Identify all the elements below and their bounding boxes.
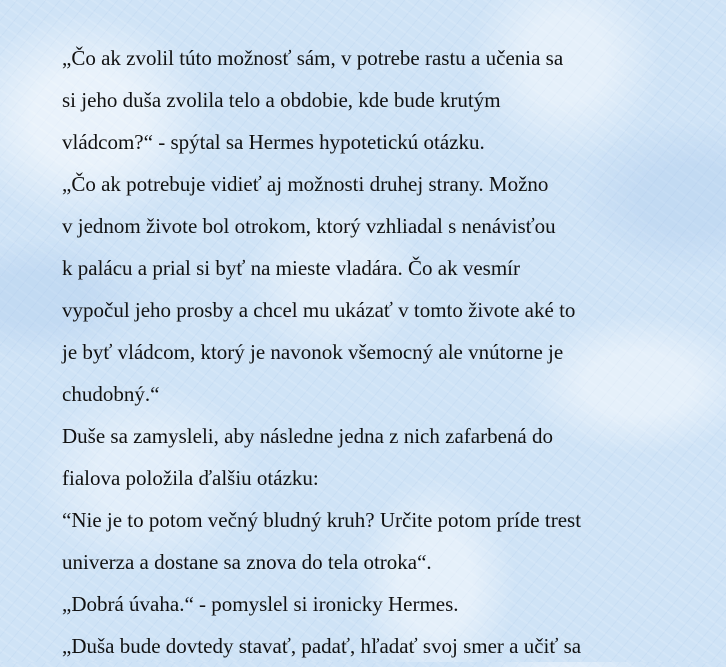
text-line: chudobný.“ [62,382,160,406]
text-line: „Duša bude dovtedy stavať, padať, hľadať svoj smer a učiť sa [62,634,582,658]
text-line: fialova položila ďalšiu otázku: [62,466,319,490]
text-line: „Čo ak potrebuje vidieť aj možnosti druhej strany. Možno [62,172,549,196]
text-line: si jeho duša zvolila telo a obdobie, kde bude krutým [62,88,501,112]
text-line: “Nie je to potom večný bludný kruh? Určite potom príde trest [62,508,582,532]
text-line: v jednom živote bol otrokom, ktorý vzhliadal s nenávisťou [62,214,556,238]
text-line: je byť vládcom, ktorý je navonok všemocný ale vnútorne je [62,340,564,364]
text-line: „Dobrá úvaha.“ - pomyslel si ironicky Hermes. [62,592,459,616]
text-line: „Čo ak zvolil túto možnosť sám, v potrebe rastu a učenia sa [62,46,564,70]
text-line: k palácu a prial si byť na mieste vladára. Čo ak vesmír [62,256,520,280]
text-line: vládcom?“ - spýtal sa Hermes hypotetickú otázku. [62,130,485,154]
text-line: univerza a dostane sa znova do tela otroka“. [62,550,432,574]
story-text [62,37,702,667]
text-line: vypočul jeho prosby a chcel mu ukázať v tomto živote aké to [62,298,576,322]
text-line: Duše sa zamysleli, aby následne jedna z nich zafarbená do [62,424,553,448]
